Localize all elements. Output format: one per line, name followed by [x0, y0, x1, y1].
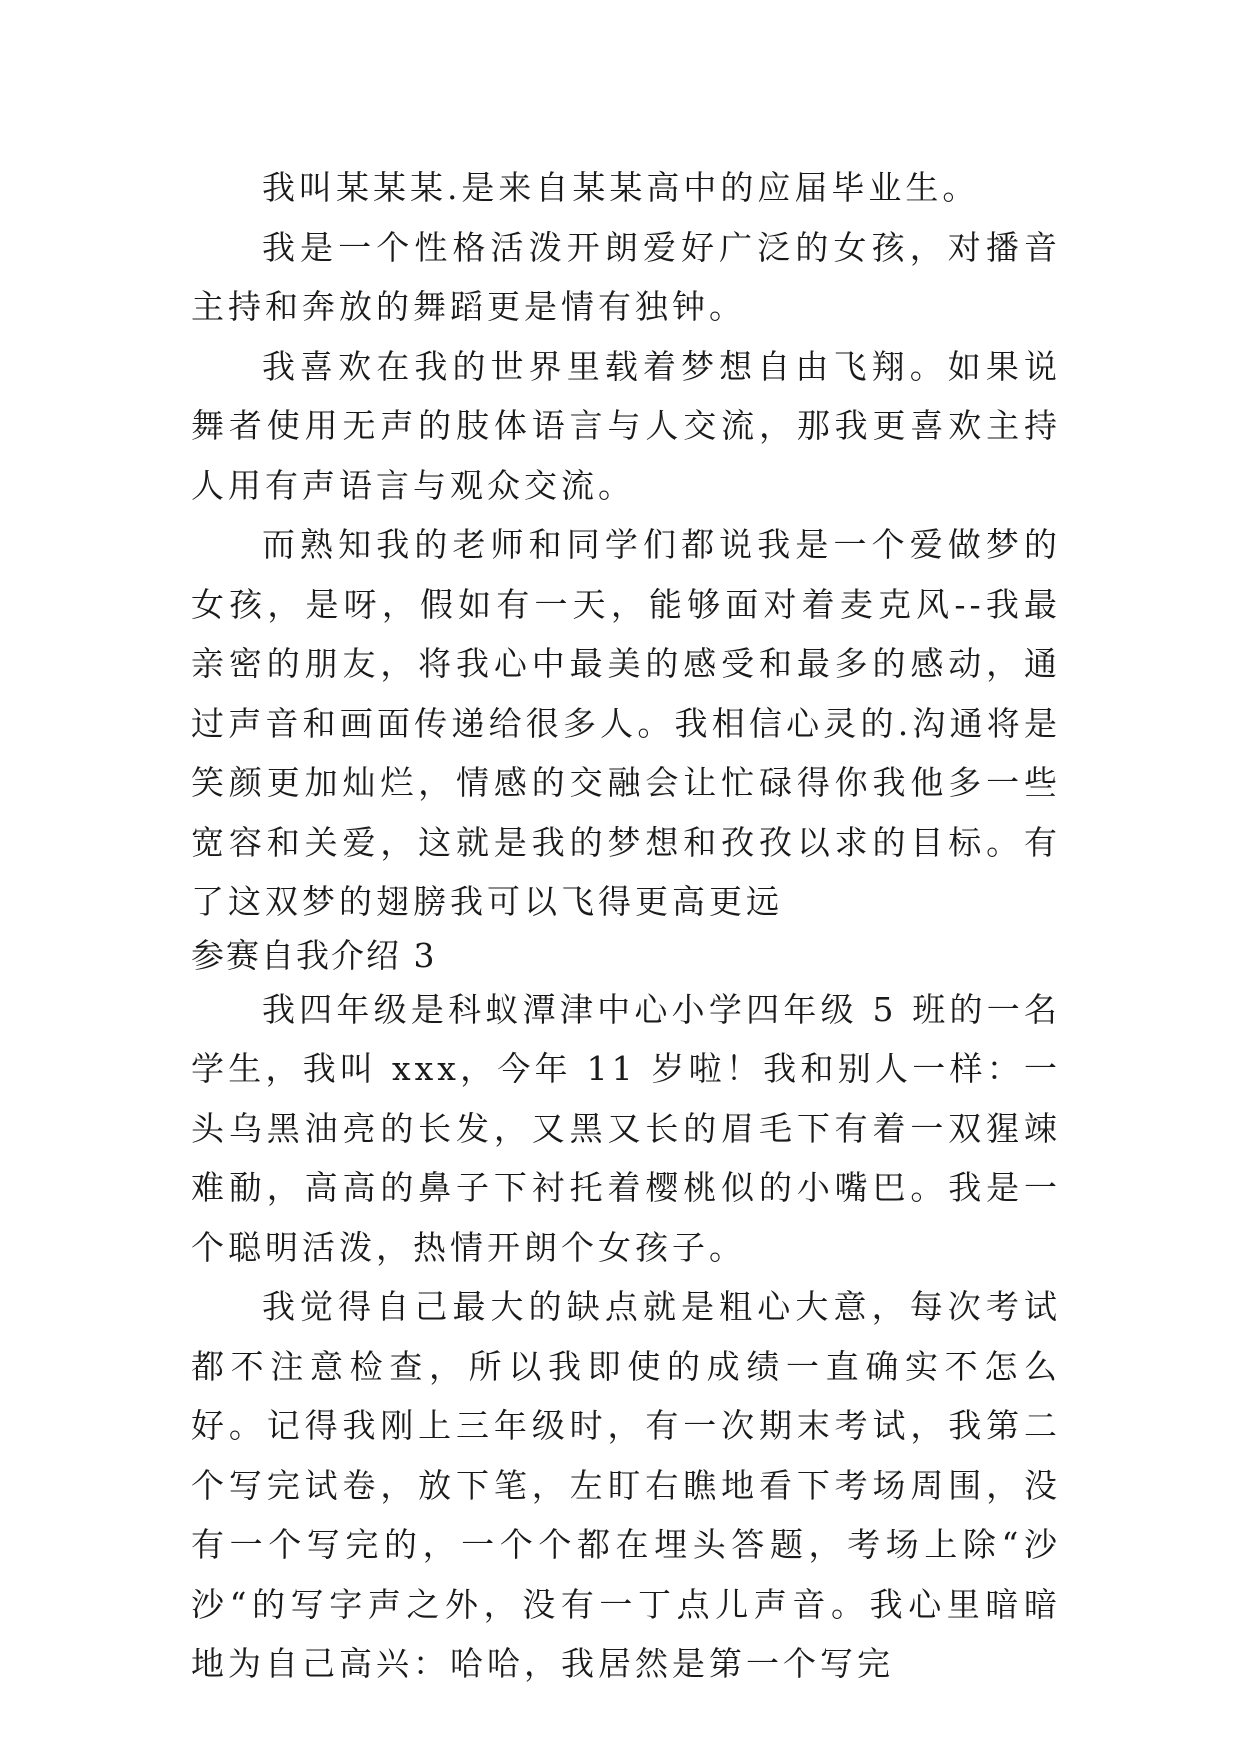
- document-body: [191, 158, 1061, 1694]
- paragraph-careless-story: 我觉得自己最大的缺点就是粗心大意，每次考试都不注意检查，所以我即使的成绩一直确实不怎么好。记得我刚上三年级时，有一次期末考试，我第二个写完试卷，放下笔，左盯右瞧地看下考场周围，没有一个写完的，一个个都在埋头答题，考场上除“沙沙“的写字声之外，没有一丁点儿声音。我心里暗暗地为自己高兴：哈哈，我居然是第一个写完: [191, 1287, 1061, 1683]
- paragraph-personality: 我是一个性格活泼开朗爱好广泛的女孩，对播音主持和奔放的舞蹈更是情有独钟。: [191, 227, 1061, 326]
- paragraph-student-intro: 我四年级是科蚁潭津中心小学四年级 5 班的一名学生，我叫 xxx，今年 11 岁啦！我和别人一样：一头乌黑油亮的长发，又黑又长的眉毛下有着一双猩竦难勈，高高的鼻子下衬托着樱桃似的小嘴巴。我是一个聪明活泼，热情开朗个女孩子。: [191, 989, 1061, 1267]
- paragraph-dream-flying: 我喜欢在我的世界里载着梦想自由飞翔。如果说舞者使用无声的肢体语言与人交流，那我更喜欢主持人用有声语言与观众交流。: [191, 346, 1061, 505]
- paragraph-intro: 我叫某某某.是来自某某高中的应届毕业生。: [261, 168, 980, 207]
- paragraph-microphone-dream: 而熟知我的老师和同学们都说我是一个爱做梦的女孩，是呀，假如有一天，能够面对着麦克风--我最亲密的朋友，将我心中最美的感受和最多的感动，通过声音和画面传递给很多人。我相信心灵的.沟通将是笑颜更加灿烂，情感的交融会让忙碌得你我他多一些宽容和关爱，这就是我的梦想和孜孜以求的目标。有了这双梦的翅膀我可以飞得更高更远: [191, 525, 1061, 921]
- section-heading: 参赛自我介绍 3: [191, 935, 437, 975]
